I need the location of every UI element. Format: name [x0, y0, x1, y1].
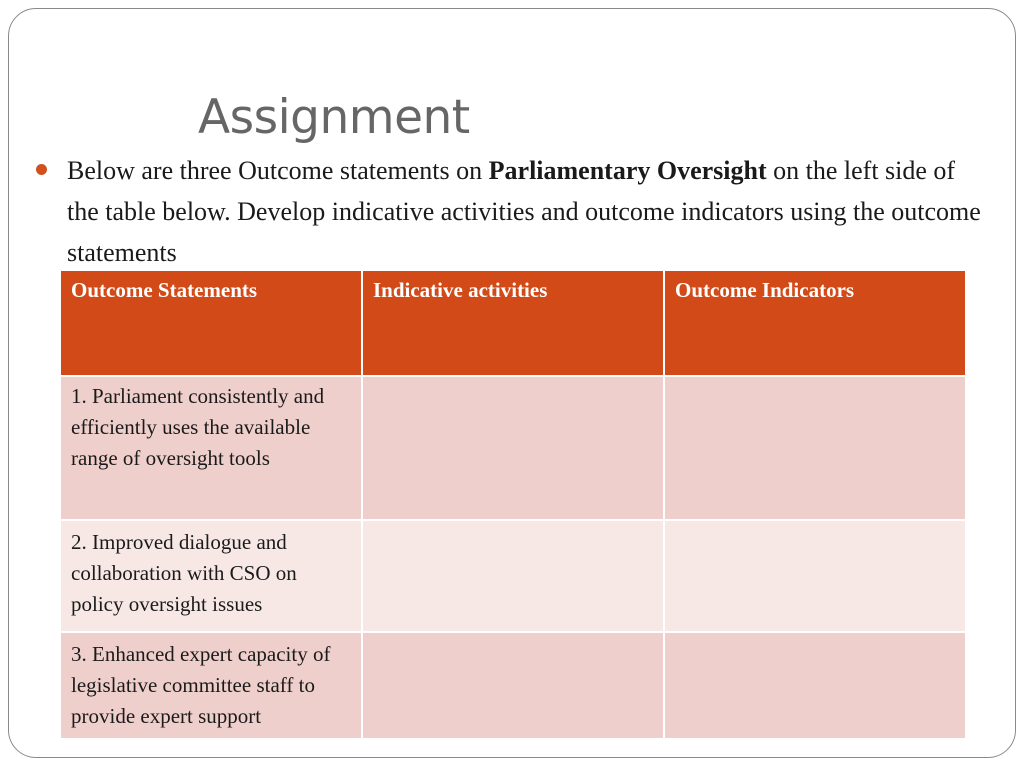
indicative-activities-cell[interactable] [362, 632, 664, 739]
outcome-indicators-cell[interactable] [664, 632, 966, 739]
bullet-text-bold: Parliamentary Oversight [488, 156, 767, 185]
bullet-dot-icon [36, 164, 47, 175]
header-outcome-statements: Outcome Statements [60, 270, 362, 376]
indicative-activities-cell[interactable] [362, 520, 664, 632]
outcome-statement-cell: 1. Parliament consistently and efficiently uses the available range of oversight tools [60, 376, 362, 520]
table-row [60, 632, 966, 739]
bullet-text [67, 150, 987, 273]
bullet-text-before: Below are three Outcome statements on [67, 156, 489, 185]
outcomes-table [59, 269, 967, 740]
bullet-text-after: on the left side of the table below. Develop indicative activities and outcome indicators using the outcome statements [67, 156, 981, 267]
outcome-indicators-cell[interactable] [664, 376, 966, 520]
indicative-activities-cell[interactable] [362, 376, 664, 520]
table-header-row [60, 270, 966, 376]
table-row [60, 520, 966, 632]
outcome-indicators-cell[interactable] [664, 520, 966, 632]
header-outcome-indicators: Outcome Indicators [664, 270, 966, 376]
outcome-statement-cell: 3. Enhanced expert capacity of legislative committee staff to provide expert support [60, 632, 362, 739]
table-row [60, 376, 966, 520]
slide-title: Assignment [198, 90, 470, 145]
header-indicative-activities: Indicative activities [362, 270, 664, 376]
outcome-statement-cell: 2. Improved dialogue and collaboration with CSO on policy oversight issues [60, 520, 362, 632]
